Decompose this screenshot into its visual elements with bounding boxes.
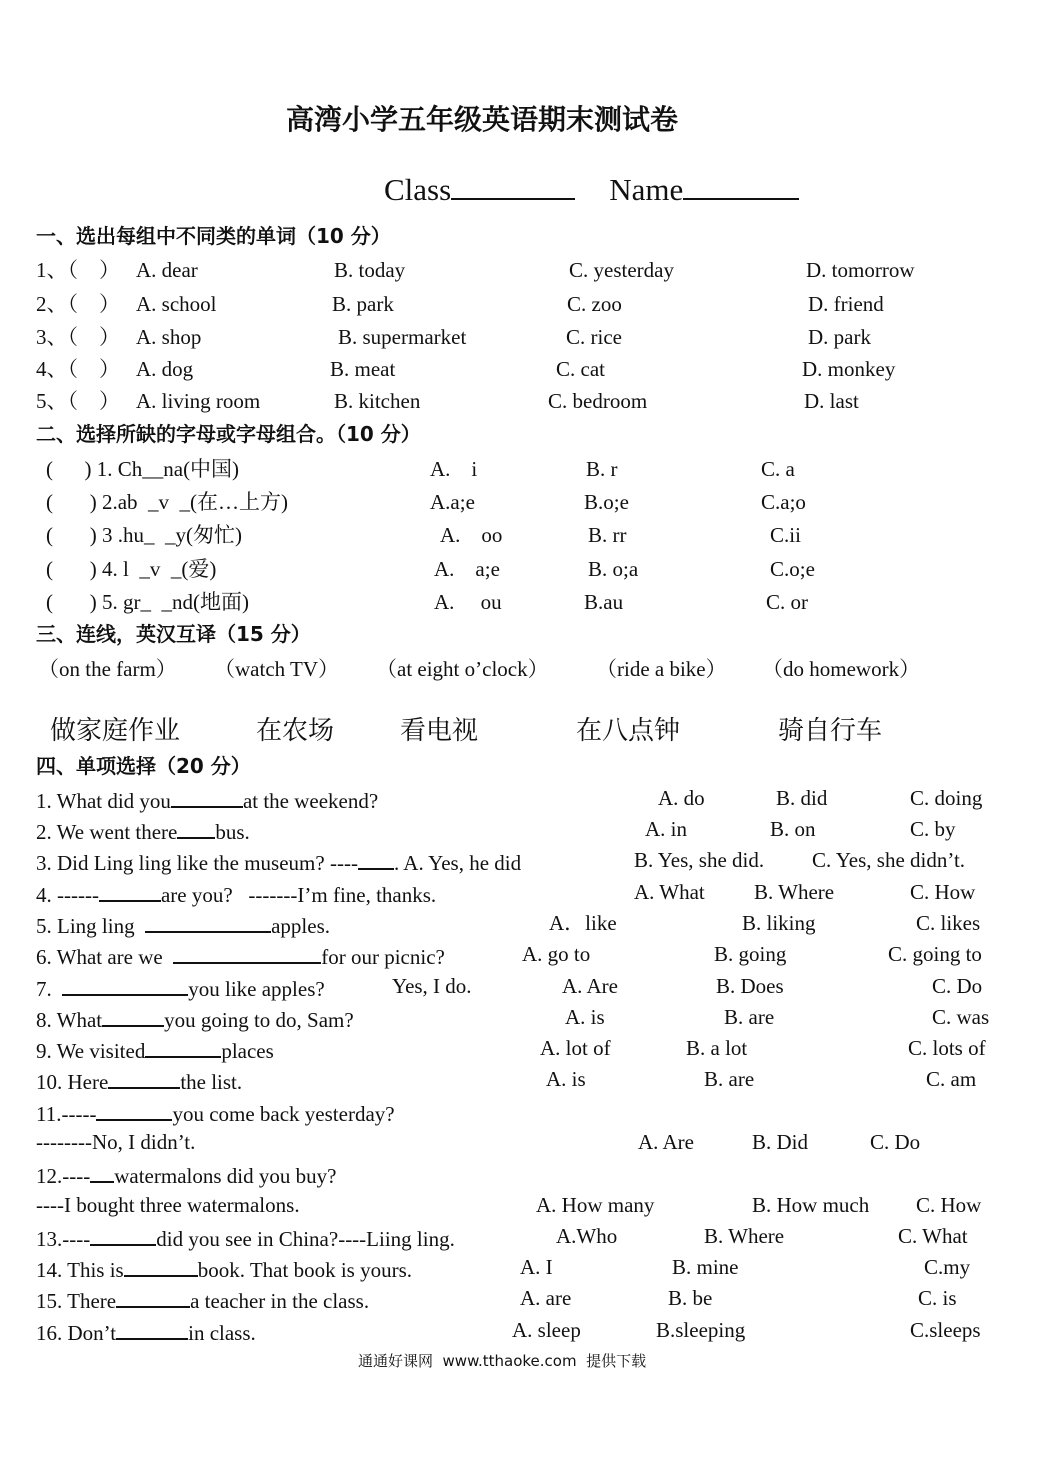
option-a: A. school (136, 292, 217, 316)
option-a: A. dear (136, 258, 198, 282)
question-stem: 5. Ling ling apples. (36, 914, 330, 938)
option-a: A. Are (562, 974, 618, 998)
name-blank[interactable] (683, 172, 799, 200)
option-a: A. a;e (434, 557, 500, 581)
option-b: B. today (334, 258, 406, 282)
english-phrase: （ride a bike） (596, 657, 727, 681)
option-c: C. Do (870, 1130, 921, 1154)
option-d: D. last (804, 389, 859, 413)
chinese-phrase: 骑自行车 (778, 716, 883, 746)
answer-blank[interactable] (90, 1163, 114, 1183)
option-b: B. park (332, 292, 394, 316)
question-stem: 2. We went there bus. (36, 820, 250, 844)
answer-line: ----I bought three watermalons. (36, 1193, 300, 1217)
option-b: B. are (704, 1067, 755, 1091)
option-c: C. lots of (908, 1036, 986, 1060)
option-b: B. Does (716, 974, 784, 998)
item-number: 5、（ ） (36, 389, 120, 413)
option-b: B. did (776, 786, 828, 810)
english-phrase: （at eight o’clock） (376, 657, 549, 681)
item-question: ( ) 1. Ch__na(中国) (46, 457, 240, 481)
answer-blank[interactable] (145, 913, 271, 933)
option-a: A.a;e (430, 490, 475, 514)
option-c: C. or (766, 590, 808, 614)
option-a: A. ou (434, 590, 502, 614)
answer-blank[interactable] (62, 976, 188, 996)
answer-blank[interactable] (358, 850, 394, 870)
answer-blank[interactable] (116, 1320, 188, 1340)
option-b: B. liking (742, 911, 816, 935)
item-number: 1、（ ） (36, 258, 120, 282)
option-a: A. are (520, 1286, 572, 1310)
item-question: ( ) 4. l _v _(爱) (46, 557, 217, 581)
page-title: 高湾小学五年级英语期末测试卷 (286, 103, 679, 136)
option-b: B. mine (672, 1255, 739, 1279)
option-c: C. doing (910, 786, 983, 810)
question-stem: 16. Don’t in class. (36, 1321, 256, 1345)
item-question: ( ) 3 .hu_ _y(匆忙) (46, 523, 242, 547)
option-a: A. dog (136, 357, 194, 381)
option-c: C. What (898, 1224, 968, 1248)
option-b: B. Yes, she did. (634, 848, 765, 872)
item-question: ( ) 2.ab _v _(在…上方) (46, 490, 289, 514)
class-name-line (384, 172, 799, 205)
option-c: C. am (926, 1067, 977, 1091)
question-stem: 12.---- watermalons did you buy? (36, 1164, 337, 1188)
option-c: C. cat (556, 357, 605, 381)
answer-blank[interactable] (124, 1257, 198, 1277)
section2-heading: 二、选择所缺的字母或字母组合。（10 分） (36, 422, 421, 446)
option-c: C. was (932, 1005, 990, 1029)
answer-blank[interactable] (173, 944, 321, 964)
answer-blank[interactable] (96, 1101, 172, 1121)
option-b: B. going (714, 942, 787, 966)
option-b: B. How much (752, 1193, 870, 1217)
option-b: B. meat (330, 357, 396, 381)
answer-blank[interactable] (99, 882, 161, 902)
option-c: C. Yes, she didn’t. (812, 848, 966, 872)
class-label: Class (384, 172, 452, 207)
option-c: C.ii (770, 523, 801, 547)
option-c: C. bedroom (548, 389, 648, 413)
question-stem: 11.----- you come back yesterday? (36, 1102, 395, 1126)
option-a: A. shop (136, 325, 202, 349)
option-b: B. be (668, 1286, 713, 1310)
question-stem: 15. There a teacher in the class. (36, 1289, 370, 1313)
option-d: D. monkey (802, 357, 896, 381)
footer-text: 通通好课网 www.tthaoke.com 提供下载 (358, 1352, 647, 1370)
name-label: Name (609, 172, 684, 207)
option-b: B. kitchen (334, 389, 421, 413)
option-a: A. I (520, 1255, 553, 1279)
option-b: B.sleeping (656, 1318, 746, 1342)
section3-heading: 三、连线，英汉互译（15 分） (36, 622, 311, 646)
option-a: A. go to (522, 942, 591, 966)
english-phrase: （on the farm） (38, 657, 177, 681)
option-c: C. going to (888, 942, 982, 966)
option-b: B. Where (754, 880, 835, 904)
option-d: D. park (808, 325, 871, 349)
chinese-phrase: 看电视 (400, 716, 479, 746)
option-b: B. are (724, 1005, 775, 1029)
option-c: C. a (761, 457, 795, 481)
option-c: C. is (918, 1286, 957, 1310)
question-stem: 14. This is book. That book is yours. (36, 1258, 412, 1282)
chinese-phrase: 在农场 (256, 716, 335, 746)
option-b: B.au (584, 590, 624, 614)
option-c: C. Do (932, 974, 983, 998)
option-d: D. tomorrow (806, 258, 915, 282)
question-stem: 1. What did you at the weekend? (36, 789, 379, 813)
answer-blank[interactable] (171, 788, 243, 808)
option-c: C. How (916, 1193, 982, 1217)
option-c: C. zoo (567, 292, 622, 316)
option-a: A. lot of (540, 1036, 611, 1060)
question-stem: 3. Did Ling ling like the museum? ---- . A. Yes, he did (36, 851, 522, 875)
class-blank[interactable] (451, 172, 575, 200)
question-stem: 8. What you going to do, Sam? (36, 1008, 354, 1032)
answer-blank[interactable] (116, 1288, 190, 1308)
option-a: A.Who (556, 1224, 618, 1248)
item-number: 2、（ ） (36, 292, 120, 316)
option-a: A. do (658, 786, 705, 810)
option-a: A. is (565, 1005, 605, 1029)
question-stem: 6. What are we for our picnic? (36, 945, 445, 969)
option-a: A. oo (440, 523, 503, 547)
chinese-phrase: 做家庭作业 (50, 716, 181, 746)
english-phrase: （do homework） (762, 657, 921, 681)
option-a: A. i (430, 457, 478, 481)
option-a: A．like (549, 911, 617, 935)
option-c: C.o;e (770, 557, 815, 581)
option-b: B. supermarket (338, 325, 467, 349)
option-c: C.sleeps (910, 1318, 981, 1342)
question-stem: 4. ------ are you? -------I’m fine, thanks. (36, 883, 437, 907)
question-stem: 9. We visited places (36, 1039, 274, 1063)
option-c: C.a;o (761, 490, 806, 514)
option-c: C. by (910, 817, 956, 841)
option-c: C. yesterday (569, 258, 674, 282)
answer-blank[interactable] (90, 1226, 156, 1246)
option-a: A. How many (536, 1193, 655, 1217)
option-b: B. Did (752, 1130, 809, 1154)
option-b: B. on (770, 817, 816, 841)
option-b: B. a lot (686, 1036, 748, 1060)
section4-heading: 四、单项选择（20 分） (36, 754, 251, 778)
option-c: C. rice (566, 325, 622, 349)
option-b: B. o;a (588, 557, 639, 581)
option-a: A. What (634, 880, 705, 904)
option-b: B. Where (704, 1224, 785, 1248)
option-a: A. sleep (512, 1318, 581, 1342)
chinese-phrase: 在八点钟 (576, 716, 681, 746)
option-b: B. rr (588, 523, 627, 547)
item-question: ( ) 5. gr_ _nd(地面) (46, 590, 249, 614)
answer-line: --------No, I didn’t. (36, 1130, 196, 1154)
option-b: B.o;e (584, 490, 629, 514)
section1-heading: 一、选出每组中不同类的单词（10 分） (36, 224, 391, 248)
answer-blank[interactable] (102, 1007, 164, 1027)
option-d: D. friend (808, 292, 884, 316)
answer-blank[interactable] (108, 1069, 180, 1089)
option-a: A. is (546, 1067, 586, 1091)
question-stem: 7. you like apples? (36, 977, 325, 1001)
answer-hint: Yes, I do. (392, 974, 472, 998)
item-number: 4、（ ） (36, 357, 120, 381)
question-stem: 13.---- did you see in China?----Liing ling. (36, 1227, 455, 1251)
option-c: C. likes (916, 911, 981, 935)
item-number: 3、（ ） (36, 325, 120, 349)
option-c: C.my (924, 1255, 971, 1279)
option-a: A. Are (638, 1130, 694, 1154)
answer-blank[interactable] (145, 1038, 221, 1058)
option-c: C. How (910, 880, 976, 904)
english-phrase: （watch TV） (214, 657, 340, 681)
question-stem: 10. Here the list. (36, 1070, 243, 1094)
option-b: B. r (586, 457, 618, 481)
option-a: A. in (645, 817, 687, 841)
option-a: A. living room (136, 389, 261, 413)
answer-blank[interactable] (177, 819, 215, 839)
